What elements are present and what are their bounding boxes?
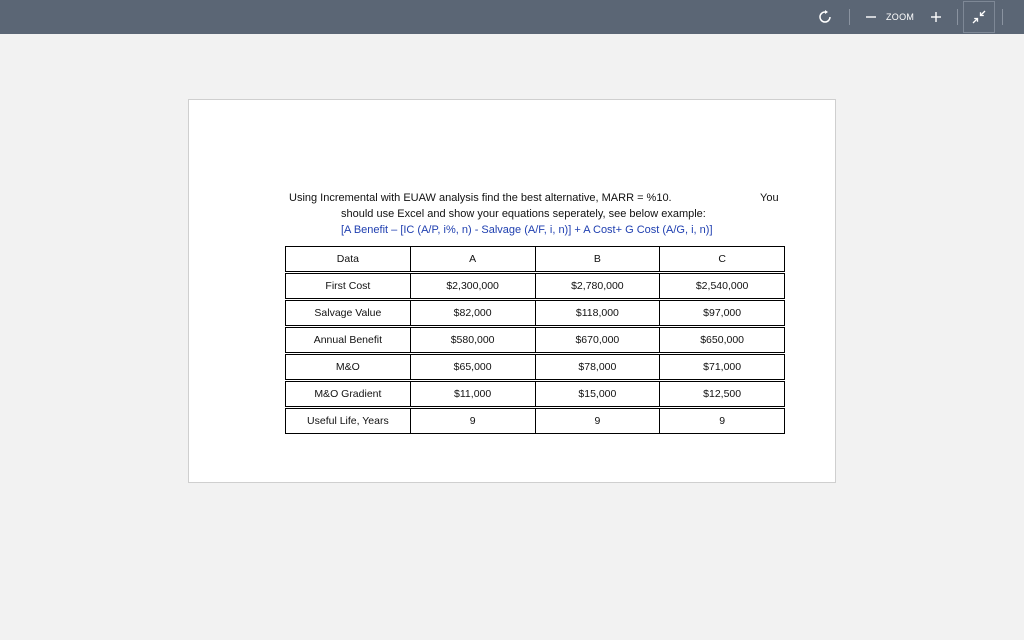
cell-c: $97,000	[660, 301, 785, 326]
table-row	[286, 382, 785, 407]
question-line-1-tail: You	[760, 192, 779, 204]
cell-b: 9	[535, 409, 660, 434]
question-line-1: Using Incremental with EUAW analysis find the best alternative, MARR = %10.	[289, 192, 672, 204]
cell-c: 9	[660, 409, 785, 434]
cell-a: $82,000	[410, 301, 535, 326]
table-header-row	[286, 247, 785, 272]
row-label: Salvage Value	[286, 301, 411, 326]
cell-b: $2,780,000	[535, 274, 660, 299]
zoom-label: ZOOM	[886, 12, 915, 22]
header-cell: A	[410, 247, 535, 272]
zoom-in-button[interactable]	[927, 0, 945, 34]
cell-c: $12,500	[660, 382, 785, 407]
table-row	[286, 328, 785, 353]
cell-c: $650,000	[660, 328, 785, 353]
cell-a: $11,000	[410, 382, 535, 407]
formula-example: [A Benefit – [IC (A/P, i%, n) - Salvage (A/F, i, n)] + A Cost+ G Cost (A/G, i, n)]	[341, 224, 713, 236]
toolbar-separator	[1002, 9, 1003, 25]
cell-b: $670,000	[535, 328, 660, 353]
row-label: Annual Benefit	[286, 328, 411, 353]
cell-b: $118,000	[535, 301, 660, 326]
rotate-icon	[818, 10, 832, 24]
document-page	[188, 99, 836, 483]
row-label: M&O Gradient	[286, 382, 411, 407]
minus-icon	[866, 12, 876, 22]
alternatives-table	[285, 246, 785, 434]
plus-icon	[931, 12, 941, 22]
cell-c: $71,000	[660, 355, 785, 380]
table-row	[286, 301, 785, 326]
header-cell: Data	[286, 247, 411, 272]
rotate-button[interactable]	[814, 0, 836, 34]
toolbar-separator	[957, 9, 958, 25]
exit-fullscreen-button[interactable]	[963, 1, 995, 33]
row-label: Useful Life, Years	[286, 409, 411, 434]
table-row	[286, 409, 785, 434]
viewer-toolbar	[0, 0, 1024, 34]
cell-a: 9	[410, 409, 535, 434]
cell-b: $78,000	[535, 355, 660, 380]
row-label: First Cost	[286, 274, 411, 299]
question-line-2: should use Excel and show your equations seperately, see below example:	[341, 208, 706, 220]
table-row	[286, 355, 785, 380]
cell-a: $65,000	[410, 355, 535, 380]
row-label: M&O	[286, 355, 411, 380]
cell-b: $15,000	[535, 382, 660, 407]
table-row	[286, 274, 785, 299]
cell-a: $580,000	[410, 328, 535, 353]
collapse-arrows-icon	[972, 10, 986, 24]
header-cell: C	[660, 247, 785, 272]
toolbar-separator	[849, 9, 850, 25]
header-cell: B	[535, 247, 660, 272]
cell-a: $2,300,000	[410, 274, 535, 299]
zoom-out-button[interactable]	[862, 0, 880, 34]
cell-c: $2,540,000	[660, 274, 785, 299]
